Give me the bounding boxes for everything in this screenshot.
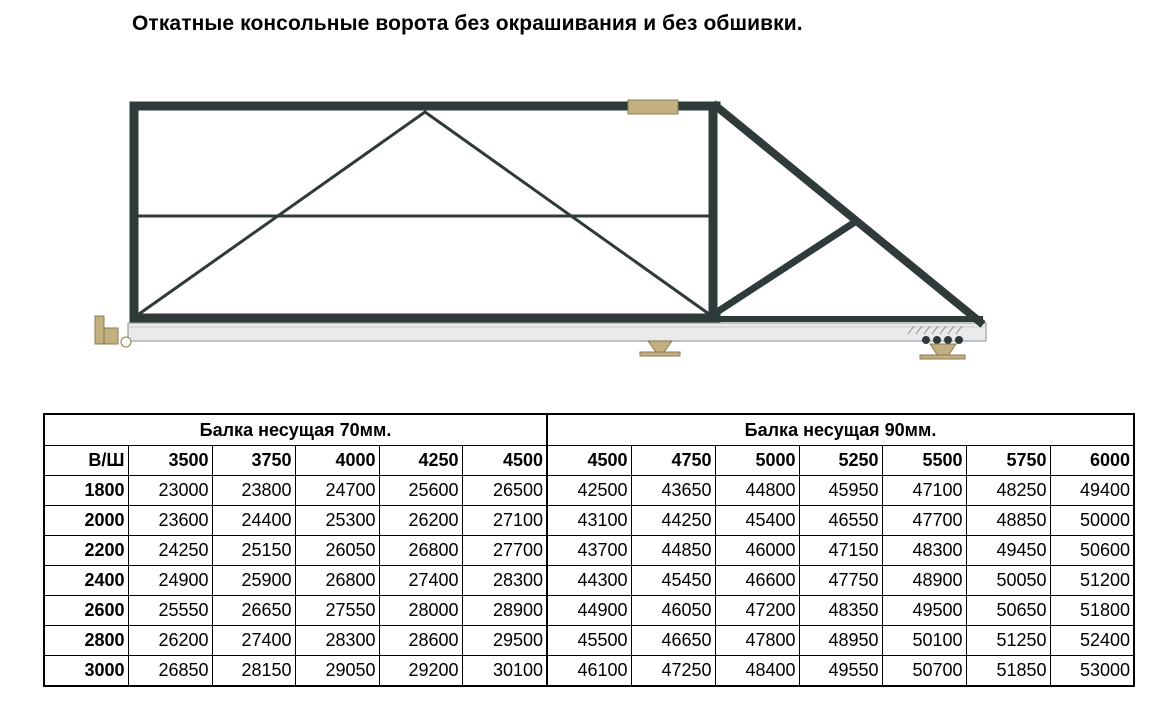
row-header: 1800 — [44, 476, 128, 506]
price-cell: 24700 — [295, 476, 379, 506]
col-header: 3500 — [128, 446, 212, 476]
price-cell: 25300 — [295, 506, 379, 536]
price-cell: 46050 — [631, 596, 715, 626]
price-cell: 47250 — [631, 656, 715, 687]
price-cell: 24900 — [128, 566, 212, 596]
price-cell: 45400 — [715, 506, 799, 536]
price-cell: 26500 — [462, 476, 547, 506]
gate-frame — [134, 106, 980, 322]
price-cell: 52400 — [1050, 626, 1134, 656]
price-cell: 28300 — [295, 626, 379, 656]
price-cell: 49550 — [799, 656, 882, 687]
price-cell: 25550 — [128, 596, 212, 626]
price-cell: 48250 — [966, 476, 1050, 506]
price-cell: 43700 — [547, 536, 631, 566]
price-cell: 48300 — [882, 536, 966, 566]
price-cell: 23600 — [128, 506, 212, 536]
table-group-row — [44, 414, 1134, 446]
price-cell: 46600 — [715, 566, 799, 596]
group-header-90: Балка несущая 90мм. — [547, 414, 1134, 446]
row-header: 2200 — [44, 536, 128, 566]
price-cell: 27100 — [462, 506, 547, 536]
price-cell: 46100 — [547, 656, 631, 687]
price-cell: 46650 — [631, 626, 715, 656]
group-header-70: Балка несущая 70мм. — [44, 414, 547, 446]
price-cell: 47700 — [882, 506, 966, 536]
price-cell: 51850 — [966, 656, 1050, 687]
table-row — [44, 656, 1134, 687]
price-cell: 47100 — [882, 476, 966, 506]
row-header: 2000 — [44, 506, 128, 536]
table-row — [44, 476, 1134, 506]
price-cell: 29050 — [295, 656, 379, 687]
price-cell: 50000 — [1050, 506, 1134, 536]
price-cell: 45500 — [547, 626, 631, 656]
price-cell: 28900 — [462, 596, 547, 626]
price-cell: 50700 — [882, 656, 966, 687]
col-header: 5000 — [715, 446, 799, 476]
row-header: 2800 — [44, 626, 128, 656]
col-header: 5250 — [799, 446, 882, 476]
table-header-row — [44, 446, 1134, 476]
price-cell: 26800 — [295, 566, 379, 596]
guide-beam — [128, 323, 986, 341]
price-cell: 25900 — [212, 566, 295, 596]
price-cell: 27400 — [212, 626, 295, 656]
col-header: 4500 — [462, 446, 547, 476]
price-cell: 53000 — [1050, 656, 1134, 687]
price-cell: 45450 — [631, 566, 715, 596]
price-cell: 44800 — [715, 476, 799, 506]
corner-header: В/Ш — [44, 446, 128, 476]
price-cell: 26800 — [379, 536, 462, 566]
price-cell: 26650 — [212, 596, 295, 626]
col-header: 5750 — [966, 446, 1050, 476]
price-cell: 48350 — [799, 596, 882, 626]
table-row — [44, 536, 1134, 566]
price-cell: 51800 — [1050, 596, 1134, 626]
price-cell: 50050 — [966, 566, 1050, 596]
price-cell: 24400 — [212, 506, 295, 536]
price-cell: 48900 — [882, 566, 966, 596]
price-cell: 48400 — [715, 656, 799, 687]
row-header: 2400 — [44, 566, 128, 596]
price-cell: 44850 — [631, 536, 715, 566]
price-cell: 26850 — [128, 656, 212, 687]
table-row — [44, 596, 1134, 626]
price-cell: 25600 — [379, 476, 462, 506]
price-cell: 30100 — [462, 656, 547, 687]
price-table — [43, 413, 1135, 687]
table-row — [44, 506, 1134, 536]
price-cell: 27550 — [295, 596, 379, 626]
end-catcher — [95, 316, 131, 347]
roller-bracket-1 — [640, 341, 680, 356]
price-cell: 27400 — [379, 566, 462, 596]
price-table-body — [44, 414, 1134, 686]
col-header: 3750 — [212, 446, 295, 476]
col-header: 5500 — [882, 446, 966, 476]
price-cell: 24250 — [128, 536, 212, 566]
price-cell: 26200 — [379, 506, 462, 536]
page-title: Откатные консольные ворота без окрашивания и без обшивки. — [132, 12, 803, 35]
price-cell: 25150 — [212, 536, 295, 566]
price-cell: 28150 — [212, 656, 295, 687]
col-header: 4500 — [547, 446, 631, 476]
price-cell: 46550 — [799, 506, 882, 536]
col-header: 4750 — [631, 446, 715, 476]
price-cell: 51250 — [966, 626, 1050, 656]
price-cell: 29500 — [462, 626, 547, 656]
price-cell: 44900 — [547, 596, 631, 626]
price-cell: 47800 — [715, 626, 799, 656]
row-header: 3000 — [44, 656, 128, 687]
price-cell: 43650 — [631, 476, 715, 506]
price-cell: 51200 — [1050, 566, 1134, 596]
price-cell: 27700 — [462, 536, 547, 566]
price-cell: 46000 — [715, 536, 799, 566]
price-cell: 50650 — [966, 596, 1050, 626]
price-cell: 49450 — [966, 536, 1050, 566]
price-cell: 48950 — [799, 626, 882, 656]
table-row — [44, 566, 1134, 596]
price-cell: 23800 — [212, 476, 295, 506]
price-cell: 23000 — [128, 476, 212, 506]
price-cell: 29200 — [379, 656, 462, 687]
price-cell: 47150 — [799, 536, 882, 566]
price-cell: 48850 — [966, 506, 1050, 536]
price-cell: 44250 — [631, 506, 715, 536]
col-header: 6000 — [1050, 446, 1134, 476]
price-cell: 42500 — [547, 476, 631, 506]
top-catcher — [628, 100, 678, 114]
price-cell: 44300 — [547, 566, 631, 596]
col-header: 4000 — [295, 446, 379, 476]
price-cell: 47750 — [799, 566, 882, 596]
price-cell: 49400 — [1050, 476, 1134, 506]
price-cell: 28000 — [379, 596, 462, 626]
table-row — [44, 626, 1134, 656]
price-cell: 26050 — [295, 536, 379, 566]
price-cell: 50100 — [882, 626, 966, 656]
price-cell: 47200 — [715, 596, 799, 626]
price-cell: 28600 — [379, 626, 462, 656]
row-header: 2600 — [44, 596, 128, 626]
col-header: 4250 — [379, 446, 462, 476]
price-cell: 26200 — [128, 626, 212, 656]
price-cell: 28300 — [462, 566, 547, 596]
price-cell: 45950 — [799, 476, 882, 506]
price-cell: 43100 — [547, 506, 631, 536]
price-cell: 49500 — [882, 596, 966, 626]
price-cell: 50600 — [1050, 536, 1134, 566]
